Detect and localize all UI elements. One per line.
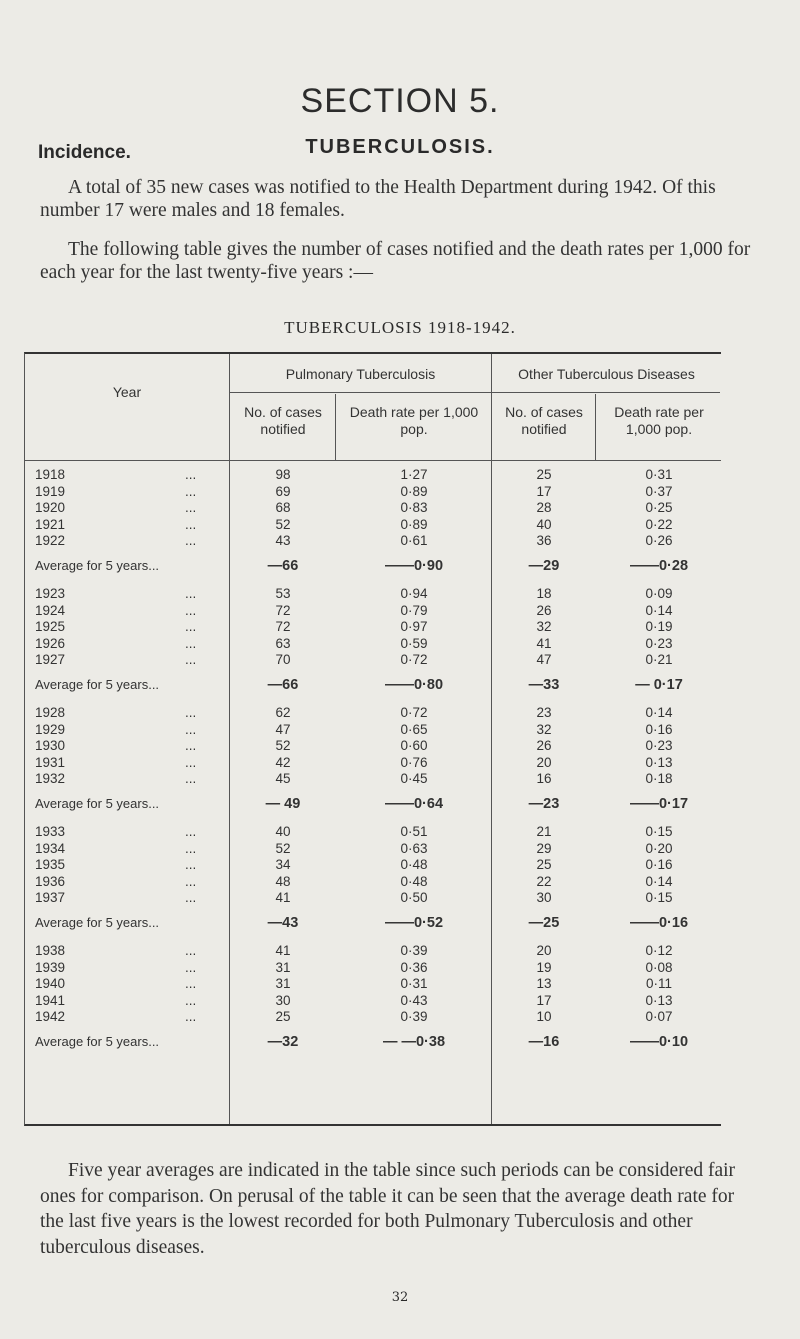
- tuberculosis-table: [24, 352, 721, 1126]
- header-pulmonary: Pulmonary Tuberculosis: [285, 366, 436, 382]
- value-cell: 34: [275, 857, 291, 873]
- leader-dots: ...: [185, 959, 197, 975]
- value-cell: 0·36: [400, 959, 428, 975]
- table-title: TUBERCULOSIS 1918-1942.: [284, 318, 516, 337]
- year-cell: 1930: [35, 738, 66, 754]
- average-value: —33: [528, 677, 560, 693]
- value-cell: 31: [275, 959, 291, 975]
- leader-dots: ...: [185, 857, 197, 873]
- value-cell: 70: [275, 652, 291, 668]
- paragraph-1: A total of 35 new cases was notified to the Health Department during 1942. Of this number 17 were males and 18 females.: [40, 177, 716, 221]
- year-cell: 1923: [35, 586, 66, 601]
- value-cell: 43: [275, 533, 291, 549]
- value-cell: 17: [536, 992, 552, 1008]
- value-cell: 0·14: [645, 873, 673, 889]
- col-divider: [491, 354, 492, 1124]
- year-cell: 1938: [35, 943, 66, 958]
- value-cell: 23: [536, 705, 552, 720]
- value-cell: 0·09: [645, 586, 673, 601]
- year-cell: 1922: [35, 533, 66, 549]
- value-cell: 68: [275, 500, 291, 516]
- year-cell: 1932: [35, 771, 66, 787]
- value-cell: 0·20: [645, 840, 673, 856]
- year-cell: 1942: [35, 1009, 66, 1025]
- header-divider: [230, 392, 720, 393]
- value-cell: 22: [536, 873, 552, 889]
- value-cell: 31: [275, 976, 291, 992]
- value-cell: 30: [536, 890, 552, 906]
- value-cell: 17: [536, 483, 552, 499]
- year-cell: 1928: [35, 705, 66, 720]
- leader-dots: ...: [185, 873, 197, 889]
- value-cell: 32: [536, 619, 552, 635]
- value-cell: 26: [536, 738, 552, 754]
- value-cell: 63: [275, 635, 291, 651]
- value-cell: 1·27: [400, 467, 428, 482]
- leader-dots: ...: [185, 754, 197, 770]
- year-cell: 1926: [35, 635, 66, 651]
- average-label: Average for 5 years...: [35, 796, 160, 811]
- year-cell: 1924: [35, 602, 66, 618]
- value-cell: 0·59: [400, 635, 428, 651]
- paragraph-2: The following table gives the number of cases notified and the death rates per 1,000 for each year for the last twenty-five years :—: [40, 239, 751, 283]
- year-cell: 1939: [35, 959, 66, 975]
- average-label: Average for 5 years...: [35, 558, 160, 573]
- value-cell: 0·76: [400, 754, 428, 770]
- value-cell: 41: [275, 943, 291, 958]
- value-cell: 41: [275, 890, 291, 906]
- value-cell: 98: [275, 467, 291, 482]
- value-cell: 0·16: [645, 857, 673, 873]
- leader-dots: ...: [185, 483, 197, 499]
- section-title: SECTION 5.: [300, 82, 500, 120]
- average-value: —32: [267, 1034, 299, 1050]
- value-cell: 0·23: [645, 635, 673, 651]
- value-cell: 0·39: [400, 943, 428, 958]
- value-cell: 52: [275, 738, 291, 754]
- year-cell: 1927: [35, 652, 66, 668]
- value-cell: 0·23: [645, 738, 673, 754]
- value-cell: 18: [536, 586, 552, 601]
- value-cell: 40: [536, 516, 552, 532]
- value-cell: 0·08: [645, 959, 673, 975]
- leader-dots: ...: [185, 840, 197, 856]
- value-cell: 0·11: [645, 976, 673, 992]
- leader-dots: ...: [185, 738, 197, 754]
- year-cell: 1935: [35, 857, 66, 873]
- sub-title: TUBERCULOSIS.: [305, 136, 495, 158]
- value-cell: 0·14: [645, 705, 673, 720]
- value-cell: 72: [275, 602, 291, 618]
- average-value: ——0·52: [384, 915, 444, 931]
- value-cell: 48: [275, 873, 291, 889]
- leader-dots: ...: [185, 890, 197, 906]
- value-cell: 0·51: [400, 824, 428, 839]
- value-cell: 0·31: [400, 976, 428, 992]
- value-cell: 19: [536, 959, 552, 975]
- header-other-rate: Death rate per 1,000 pop.: [614, 404, 704, 437]
- value-cell: 32: [536, 721, 552, 737]
- value-cell: 0·12: [645, 943, 673, 958]
- value-cell: 53: [275, 586, 291, 601]
- average-value: — —0·38: [382, 1034, 446, 1050]
- average-value: ——0·17: [629, 796, 689, 812]
- year-cell: 1937: [35, 890, 66, 906]
- value-cell: 0·16: [645, 721, 673, 737]
- value-cell: 0·39: [400, 1009, 428, 1025]
- value-cell: 26: [536, 602, 552, 618]
- value-cell: 47: [536, 652, 552, 668]
- year-cell: 1921: [35, 516, 66, 532]
- leader-dots: ...: [185, 943, 197, 958]
- value-cell: 30: [275, 992, 291, 1008]
- value-cell: 41: [536, 635, 552, 651]
- year-cell: 1925: [35, 619, 66, 635]
- year-cell: 1929: [35, 721, 66, 737]
- value-cell: 69: [275, 483, 291, 499]
- value-cell: 0·31: [645, 467, 673, 482]
- year-cell: 1933: [35, 824, 66, 839]
- average-label: Average for 5 years...: [35, 915, 160, 930]
- value-cell: 52: [275, 516, 291, 532]
- average-value: —66: [267, 558, 299, 574]
- value-cell: 28: [536, 500, 552, 516]
- leader-dots: ...: [185, 976, 197, 992]
- header-divider: [25, 460, 721, 461]
- value-cell: 0·22: [645, 516, 673, 532]
- leader-dots: ...: [185, 602, 197, 618]
- average-value: —25: [528, 915, 560, 931]
- value-cell: 0·26: [645, 533, 673, 549]
- value-cell: 20: [536, 943, 552, 958]
- average-label: Average for 5 years...: [35, 1034, 160, 1049]
- leader-dots: ...: [185, 500, 197, 516]
- value-cell: 0·15: [645, 890, 673, 906]
- value-cell: 0·79: [400, 602, 428, 618]
- leader-dots: ...: [185, 992, 197, 1008]
- value-cell: 0·61: [400, 533, 428, 549]
- average-value: —23: [528, 796, 560, 812]
- value-cell: 36: [536, 533, 552, 549]
- col-divider: [335, 394, 336, 460]
- value-cell: 0·43: [400, 992, 428, 1008]
- value-cell: 0·18: [645, 771, 673, 787]
- value-cell: 0·13: [645, 754, 673, 770]
- value-cell: 40: [275, 824, 291, 839]
- value-cell: 0·13: [645, 992, 673, 1008]
- value-cell: 0·83: [400, 500, 428, 516]
- col-divider: [595, 394, 596, 460]
- leader-dots: ...: [185, 635, 197, 651]
- value-cell: 13: [536, 976, 552, 992]
- value-cell: 0·37: [645, 483, 673, 499]
- year-cell: 1918: [35, 467, 66, 482]
- side-heading: Incidence.: [38, 142, 131, 163]
- leader-dots: ...: [185, 652, 197, 668]
- value-cell: 47: [275, 721, 291, 737]
- header-other-cases: No. of cases notified: [505, 404, 583, 437]
- value-cell: 16: [536, 771, 552, 787]
- leader-dots: ...: [185, 705, 197, 720]
- header-year: Year: [112, 384, 142, 400]
- header-pulm-rate: Death rate per 1,000 pop.: [349, 404, 479, 437]
- average-value: ——0·10: [629, 1034, 689, 1050]
- average-value: ——0·64: [384, 796, 444, 812]
- year-cell: 1940: [35, 976, 66, 992]
- value-cell: 0·19: [645, 619, 673, 635]
- value-cell: 0·89: [400, 516, 428, 532]
- header-other: Other Tuberculous Diseases: [518, 366, 695, 382]
- value-cell: 0·48: [400, 857, 428, 873]
- leader-dots: ...: [185, 467, 197, 482]
- value-cell: 0·60: [400, 738, 428, 754]
- year-cell: 1936: [35, 873, 66, 889]
- value-cell: 25: [275, 1009, 291, 1025]
- value-cell: 62: [275, 705, 291, 720]
- value-cell: 0·21: [645, 652, 673, 668]
- value-cell: 25: [536, 467, 552, 482]
- year-cell: 1931: [35, 754, 66, 770]
- leader-dots: ...: [185, 1009, 197, 1025]
- average-value: ——0·90: [384, 558, 444, 574]
- average-value: ——0·80: [384, 677, 444, 693]
- average-value: —16: [528, 1034, 560, 1050]
- page-number: 32: [391, 1290, 409, 1305]
- leader-dots: ...: [185, 533, 197, 549]
- average-label: Average for 5 years...: [35, 677, 160, 692]
- paragraph-3: Five year averages are indicated in the table since such periods can be considered fair ones for comparison. On perusal of the table it can be seen that the average death rate for the last five years is the lowest recorded for both Pulmonary Tuberculosis and other tuberculous diseases.: [40, 1160, 736, 1258]
- average-value: ——0·28: [629, 558, 689, 574]
- value-cell: 0·94: [400, 586, 428, 601]
- value-cell: 0·72: [400, 652, 428, 668]
- header-pulm-cases: No. of cases notified: [244, 404, 322, 437]
- leader-dots: ...: [185, 721, 197, 737]
- average-value: —43: [267, 915, 299, 931]
- value-cell: 0·63: [400, 840, 428, 856]
- value-cell: 0·97: [400, 619, 428, 635]
- average-value: —29: [528, 558, 560, 574]
- value-cell: 21: [536, 824, 552, 839]
- value-cell: 20: [536, 754, 552, 770]
- value-cell: 0·50: [400, 890, 428, 906]
- leader-dots: ...: [185, 619, 197, 635]
- average-value: — 0·17: [635, 677, 683, 693]
- value-cell: 45: [275, 771, 291, 787]
- value-cell: 29: [536, 840, 552, 856]
- value-cell: 0·72: [400, 705, 428, 720]
- year-cell: 1920: [35, 500, 66, 516]
- value-cell: 42: [275, 754, 291, 770]
- year-cell: 1919: [35, 483, 66, 499]
- value-cell: 0·14: [645, 602, 673, 618]
- year-cell: 1941: [35, 992, 66, 1008]
- leader-dots: ...: [185, 824, 197, 839]
- year-cell: 1934: [35, 840, 66, 856]
- average-value: — 49: [265, 796, 301, 812]
- value-cell: 0·65: [400, 721, 428, 737]
- value-cell: 0·89: [400, 483, 428, 499]
- leader-dots: ...: [185, 586, 197, 601]
- value-cell: 72: [275, 619, 291, 635]
- average-value: —66: [267, 677, 299, 693]
- value-cell: 52: [275, 840, 291, 856]
- value-cell: 0·25: [645, 500, 673, 516]
- value-cell: 0·15: [645, 824, 673, 839]
- value-cell: 0·45: [400, 771, 428, 787]
- value-cell: 25: [536, 857, 552, 873]
- leader-dots: ...: [185, 771, 197, 787]
- value-cell: 0·48: [400, 873, 428, 889]
- value-cell: 0·07: [645, 1009, 673, 1025]
- leader-dots: ...: [185, 516, 197, 532]
- value-cell: 10: [536, 1009, 552, 1025]
- average-value: ——0·16: [629, 915, 689, 931]
